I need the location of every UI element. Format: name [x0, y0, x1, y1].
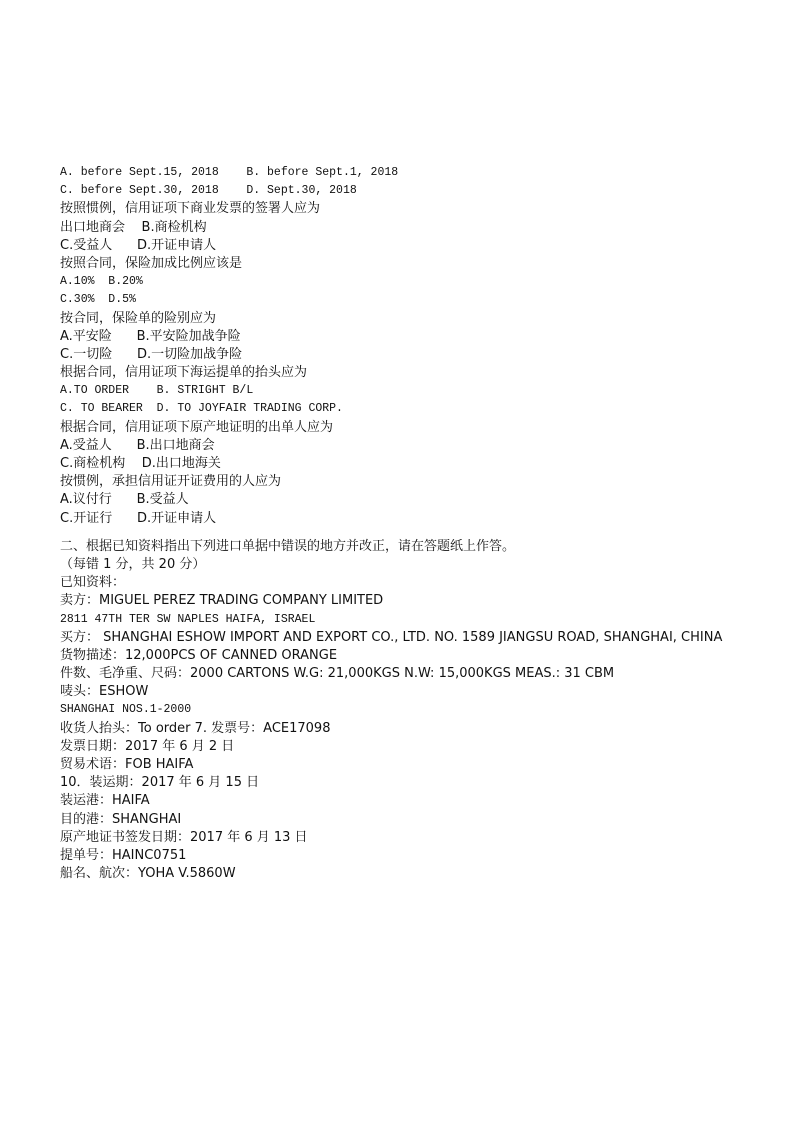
buyer-field: 买方： SHANGHAI ESHOW IMPORT AND EXPORT CO., LTD. NO. 1589 JIANGSU ROAD, SHANGHAI, CHINA	[60, 629, 723, 645]
option-line: C. before Sept.30, 2018 D. Sept.30, 2018	[60, 184, 357, 198]
consignee-invoice-field: 收货人抬头：To order 7. 发票号：ACE17098	[60, 720, 331, 736]
known-data-label: 已知资料：	[60, 575, 126, 591]
option-line: A.平安险 B.平安险加战争险	[60, 328, 241, 344]
invoice-date-field: 发票日期：2017 年 6 月 2 日	[60, 738, 235, 754]
option-line: C.受益人 D.开证申请人	[60, 237, 217, 253]
option-line: 出口地商会 B.商检机构	[60, 219, 207, 235]
shipping-mark-field: 唛头：ESHOW	[60, 684, 149, 700]
port-of-loading-field: 装运港：HAIFA	[60, 793, 150, 809]
option-line: A.TO ORDER B. STRIGHT B/L	[60, 384, 254, 398]
seller-field: 卖方：MIGUEL PEREZ TRADING COMPANY LIMITED	[60, 593, 384, 609]
section-heading: 二、根据已知资料指出下列进口单据中错误的地方并改正，请在答题纸上作答。	[60, 538, 516, 554]
section-spacer	[60, 528, 760, 538]
shipping-mark-line2: SHANGHAI NOS.1-2000	[60, 703, 192, 717]
seller-address: 2811 47TH TER SW NAPLES HAIFA, ISRAEL	[60, 612, 316, 626]
option-line: C.一切险 D.一切险加战争险	[60, 346, 243, 362]
option-line: A.议付行 B.受益人	[60, 492, 189, 508]
trade-term-field: 贸易术语：FOB HAIFA	[60, 757, 194, 772]
option-line: C.30% D.5%	[60, 293, 136, 307]
scoring-note: （每错 1 分，共 20 分）	[60, 556, 206, 572]
document-page	[60, 164, 760, 883]
vessel-voyage-field: 船名、航次：YOHA V.5860W	[60, 866, 236, 882]
port-of-destination-field: 目的港：SHANGHAI	[60, 811, 182, 827]
option-line: C.商检机构 D.出口地海关	[60, 456, 221, 471]
option-line: A. before Sept.15, 2018 B. before Sept.1, 2018	[60, 166, 399, 179]
option-line: A.受益人 B.出口地商会	[60, 437, 215, 453]
question-stem: 根据合同，信用证项下海运提单的抬头应为	[60, 365, 308, 381]
certificate-date-field: 原产地证书签发日期：2017 年 6 月 13 日	[60, 829, 308, 845]
question-stem: 按惯例，承担信用证开证费用的人应为	[60, 474, 282, 490]
goods-description-field: 货物描述：12,000PCS OF CANNED ORANGE	[60, 647, 338, 663]
bl-number-field: 提单号：HAINC0751	[60, 847, 187, 863]
packing-weight-field: 件数、毛净重、尺码：2000 CARTONS W.G: 21,000KGS N.W: 15,000KGS MEAS.: 31 CBM	[60, 666, 615, 682]
shipment-date-field: 10．装运期：2017 年 6 月 15 日	[60, 775, 260, 791]
option-line: C.开证行 D.开证申请人	[60, 510, 217, 526]
option-line: C. TO BEARER D. TO JOYFAIR TRADING CORP.	[60, 402, 343, 416]
option-line: A.10% B.20%	[60, 275, 143, 289]
question-stem: 按照惯例，信用证项下商业发票的签署人应为	[60, 201, 321, 217]
question-stem: 根据合同，信用证项下原产地证明的出单人应为	[60, 419, 334, 435]
question-stem: 按照合同，保险加成比例应该是	[60, 255, 243, 271]
question-stem: 按合同，保险单的险别应为	[60, 310, 217, 326]
